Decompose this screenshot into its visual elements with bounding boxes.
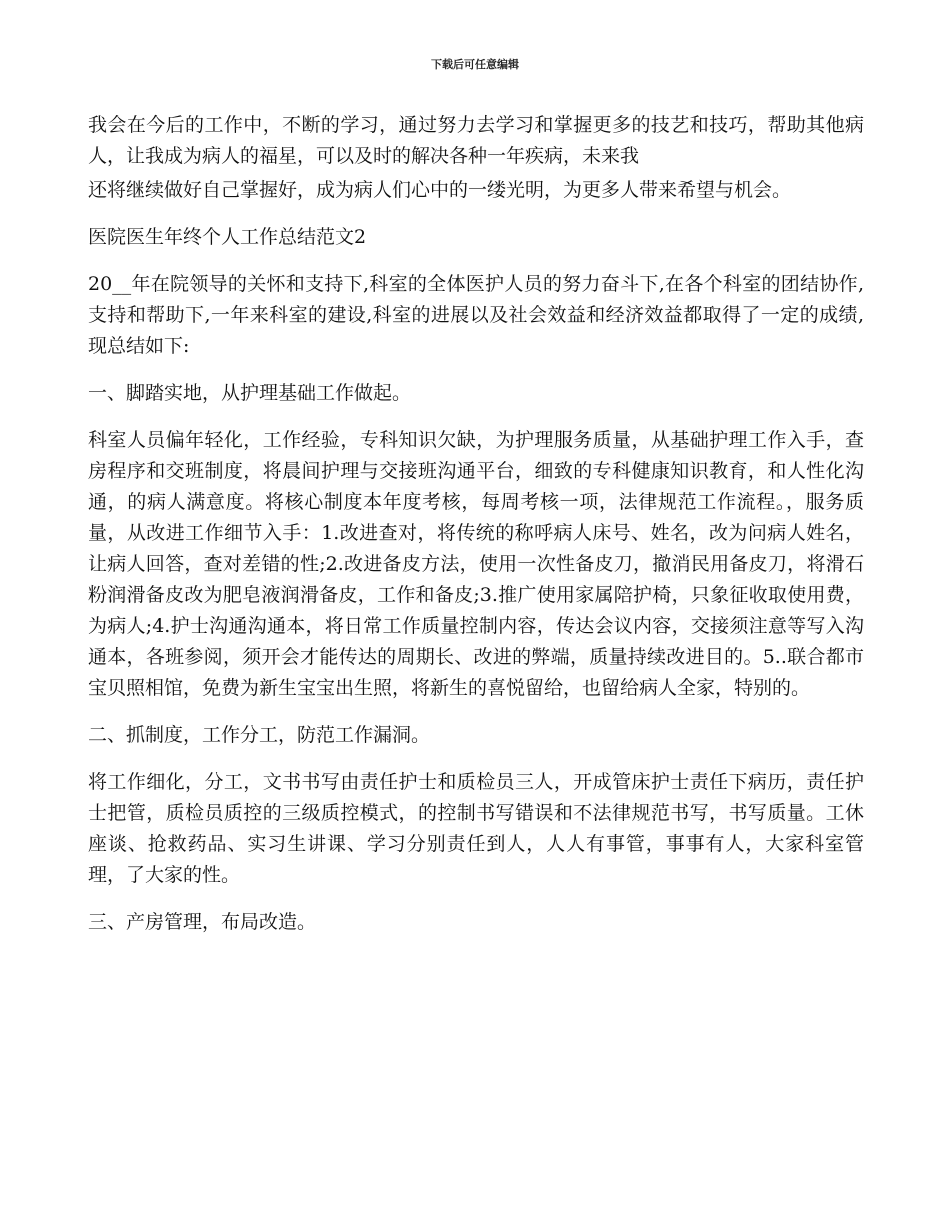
- heading-3: 三、产房管理，布局改造。: [88, 911, 317, 933]
- paragraph-section-2: 将工作细化，分工，文书书写由责任护士和质检员三人，开成管床护士责任下病历，责任护士把管，质检员质控的三级质控模式，的控制书写错误和不法律规范书写，书写质量。工休座谈、抢救药品、实习生讲课、学习分别责任到人，人人有事管，事事有人，大家科室管理，了大家的性。: [88, 771, 864, 886]
- page-header: 下载后可任意编辑: [431, 58, 519, 71]
- paragraph-1: 我会在今后的工作中，不断的学习，通过努力去学习和掌握更多的技艺和技巧，帮助其他病人，让我成为病人的福星，可以及时的解决各种一年疾病，未来我: [88, 114, 864, 167]
- paragraph-2: 还将继续做好自己掌握好，成为病人们心中的一缕光明，为更多人带来希望与机会。: [88, 179, 792, 201]
- heading-2: 二、抓制度，工作分工，防范工作漏洞。: [88, 724, 431, 746]
- section-title: 医院医生年终个人工作总结范文2: [88, 226, 367, 248]
- paragraph-section-1: 科室人员偏年轻化，工作经验，专科知识欠缺，为护理服务质量，从基础护理工作入手，查房程序和交班制度，将晨间护理与交接班沟通平台，细致的专科健康知识教育，和人性化沟通，的病人满意度。将核心制度本年度考核，每周考核一项，法律规范工作流程。，服务质量，从改进工作细节入手：1.改进查对，将传统的称呼病人床号、姓名，改为问病人姓名，让病人回答，查对差错的性;2.改进备皮方法，使用一次性备皮刀，撤消民用备皮刀，将滑石粉润滑备皮改为肥皂液润滑备皮，工作和备皮;3.推广使用家属陪护椅，只象征收取使用费，为病人;4.护士沟通沟通本，将日常工作质量控制内容，传达会议内容，交接须注意等写入沟通本，各班参阅，须开会才能传达的周期长、改进的弊端，质量持续改进目的。5..联合都市宝贝照相馆，免费为新生宝宝出生照，将新生的喜悦留给，也留给病人全家，特别的。: [88, 429, 864, 699]
- paragraph-intro: 20__年在院领导的关怀和支持下,科室的全体医护人员的努力奋斗下,在各个科室的团结协作,支持和帮助下,一年来科室的建设,科室的进展以及社会效益和经济效益都取得了一定的成绩,现总结如下:: [88, 273, 864, 357]
- document-body: [88, 110, 864, 954]
- heading-1: 一、脚踏实地，从护理基础工作做起。: [88, 382, 412, 404]
